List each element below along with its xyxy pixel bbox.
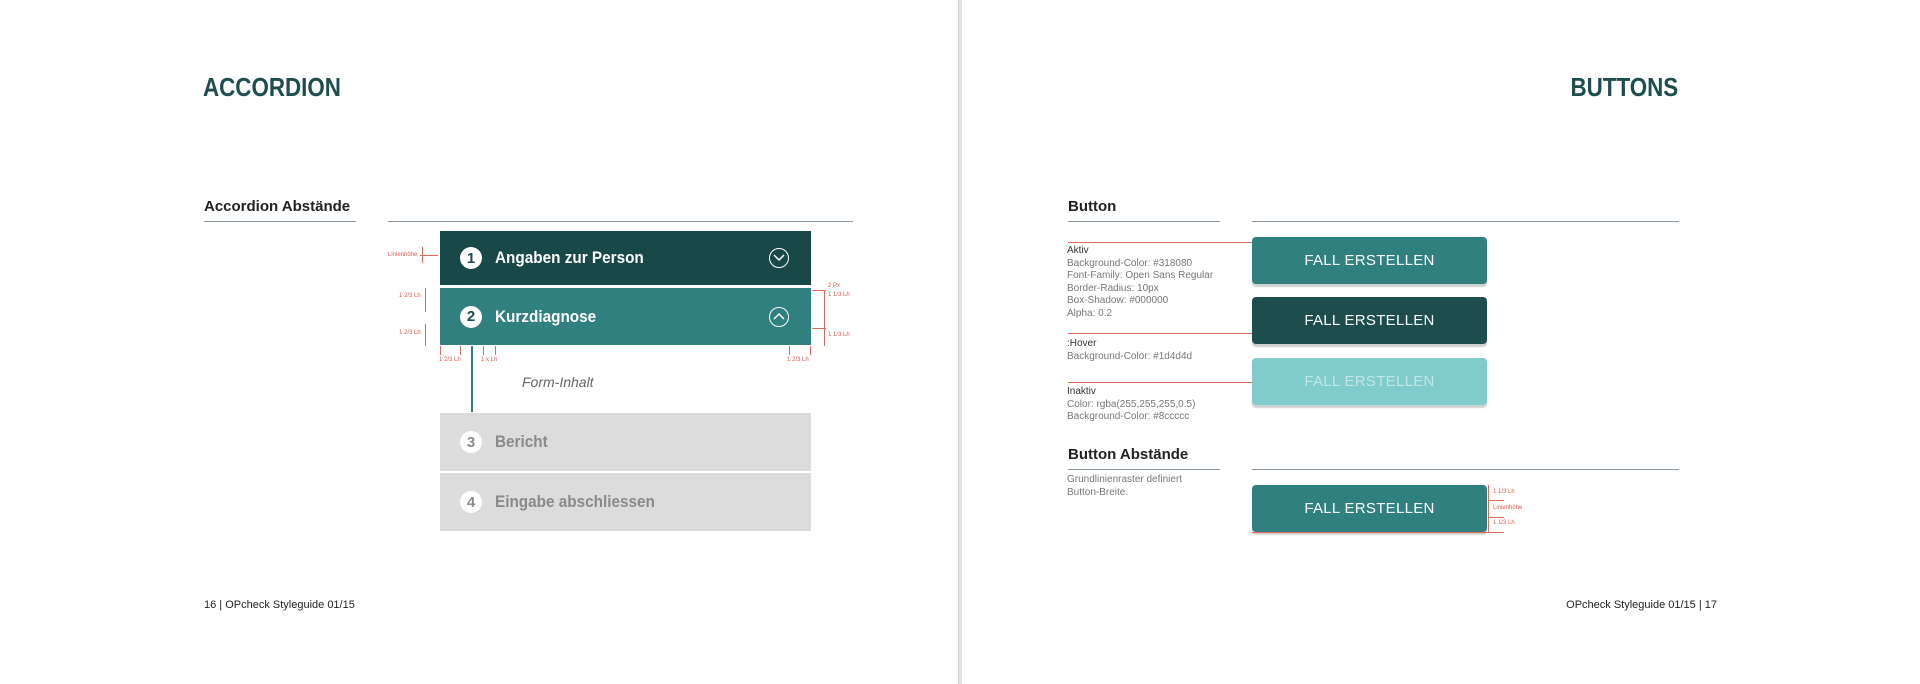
annotation-line: [460, 346, 461, 355]
spacing-description: [1067, 474, 1182, 499]
annotation-spacing-mid: Linienhöhe: [1493, 505, 1523, 511]
section-rule-short: [1068, 221, 1220, 222]
section-rule-long: [1252, 221, 1679, 222]
chevron-up-icon[interactable]: [769, 307, 789, 327]
state-description-active: [1067, 245, 1213, 320]
state-line: Alpha: 0.2: [1067, 307, 1113, 319]
accordion-label-1: Angaben zur Person: [495, 248, 644, 267]
section-rule-short: [204, 221, 356, 222]
annotation-line: [1068, 242, 1264, 243]
annotation-line: [789, 346, 790, 355]
annotation-lh-1-3-b: 1 1/3 Lh: [828, 332, 850, 338]
accordion-item-4: [440, 473, 811, 531]
section-heading-button-spacing: Button Abstände: [1068, 446, 1189, 463]
annotation-line: [810, 346, 811, 355]
step-number-3: 3: [460, 431, 482, 453]
annotation-lh-2-3-a: 1 2/3 Lh: [399, 293, 421, 299]
annotation-linienhoehe: Linienhöhe: [388, 252, 418, 258]
accordion-label-3: Bericht: [495, 432, 548, 451]
fall-erstellen-button-active[interactable]: FALL ERSTELLEN: [1252, 237, 1487, 284]
section-rule-short: [1068, 469, 1220, 470]
section-rule-long: [388, 221, 853, 222]
annotation-line: [824, 290, 825, 346]
state-description-inactive: [1067, 386, 1195, 424]
fall-erstellen-button-hover[interactable]: FALL ERSTELLEN: [1252, 297, 1487, 344]
spacing-line: Grundlinienraster definiert: [1067, 474, 1183, 485]
section-heading-button: Button: [1068, 198, 1117, 215]
section-heading-accordion-spacing: Accordion Abstände: [204, 198, 351, 215]
annotation-line: [425, 324, 426, 346]
state-heading-hover: :Hover: [1067, 338, 1097, 349]
accordion-item-3: [440, 413, 811, 471]
annotation-bottom-2-3-b: 1 2/3 Lh: [787, 357, 809, 363]
annotation-line: [1488, 485, 1489, 532]
form-content-indicator: [471, 346, 473, 412]
annotation-spacing-bottom: 1 1/3 Lh: [1493, 520, 1515, 526]
annotation-bottom-2-3-a: 1 2/3 Lh: [439, 357, 461, 363]
spacing-line: Button-Breite.: [1067, 486, 1129, 498]
state-line: Color: rgba(255,255,255,0.5): [1067, 398, 1196, 410]
annotation-line: [425, 288, 426, 312]
annotation-line: [1068, 333, 1264, 334]
state-line: Box-Shadow: #000000: [1067, 295, 1169, 306]
page-footer-left: 16 | OPcheck Styleguide 01/15: [204, 599, 355, 611]
annotation-2px: 2 Px: [828, 283, 841, 289]
state-description-hover: [1067, 338, 1192, 363]
step-number-1: 1: [460, 247, 482, 269]
annotation-line: [1488, 517, 1504, 518]
annotation-line: [1252, 532, 1504, 533]
left-page: [0, 0, 958, 684]
accordion-item-2[interactable]: [440, 288, 811, 345]
state-line: Background-Color: #8ccccc: [1067, 411, 1190, 422]
state-line: Font-Family: Open Sans Regular: [1067, 270, 1214, 281]
chevron-down-icon[interactable]: [769, 248, 789, 268]
annotation-lh-1-3-a: 1 1/3 Lh: [828, 292, 850, 298]
state-line: Background-Color: #1d4d4d: [1067, 350, 1193, 362]
accordion-label-4: Eingabe abschliessen: [495, 492, 655, 511]
page-title-accordion: ACCORDION: [203, 72, 341, 102]
annotation-line: [440, 346, 441, 355]
page-title-buttons: BUTTONS: [1570, 72, 1678, 102]
state-heading-active: Aktiv: [1067, 245, 1089, 256]
annotation-line: [1488, 500, 1504, 501]
accordion-item-1[interactable]: [440, 231, 811, 285]
annotation-line: [483, 346, 484, 355]
form-content-placeholder: Form-Inhalt: [522, 374, 594, 390]
annotation-line: [1068, 382, 1264, 383]
section-rule-long: [1252, 469, 1679, 470]
fall-erstellen-button-inactive: FALL ERSTELLEN: [1252, 358, 1487, 405]
annotation-spacing-top: 1 1/3 Lh: [1493, 489, 1515, 495]
state-heading-inactive: Inaktiv: [1067, 386, 1096, 397]
step-number-2: 2: [460, 306, 482, 328]
annotation-line: [495, 346, 496, 355]
annotation-line: [422, 247, 423, 263]
page-footer-right: OPcheck Styleguide 01/15 | 17: [1566, 599, 1717, 611]
annotation-lh-2-3-b: 1 2/3 Lh: [399, 330, 421, 336]
state-line: Border-Radius: 10px: [1067, 282, 1159, 294]
annotation-bottom-1x: 1 x Lh: [481, 357, 498, 363]
state-line: Background-Color: #318080: [1067, 257, 1193, 269]
accordion-label-2: Kurzdiagnose: [495, 306, 597, 326]
fall-erstellen-button-spacing-example[interactable]: FALL ERSTELLEN: [1252, 485, 1487, 532]
step-number-4: 4: [460, 491, 482, 513]
